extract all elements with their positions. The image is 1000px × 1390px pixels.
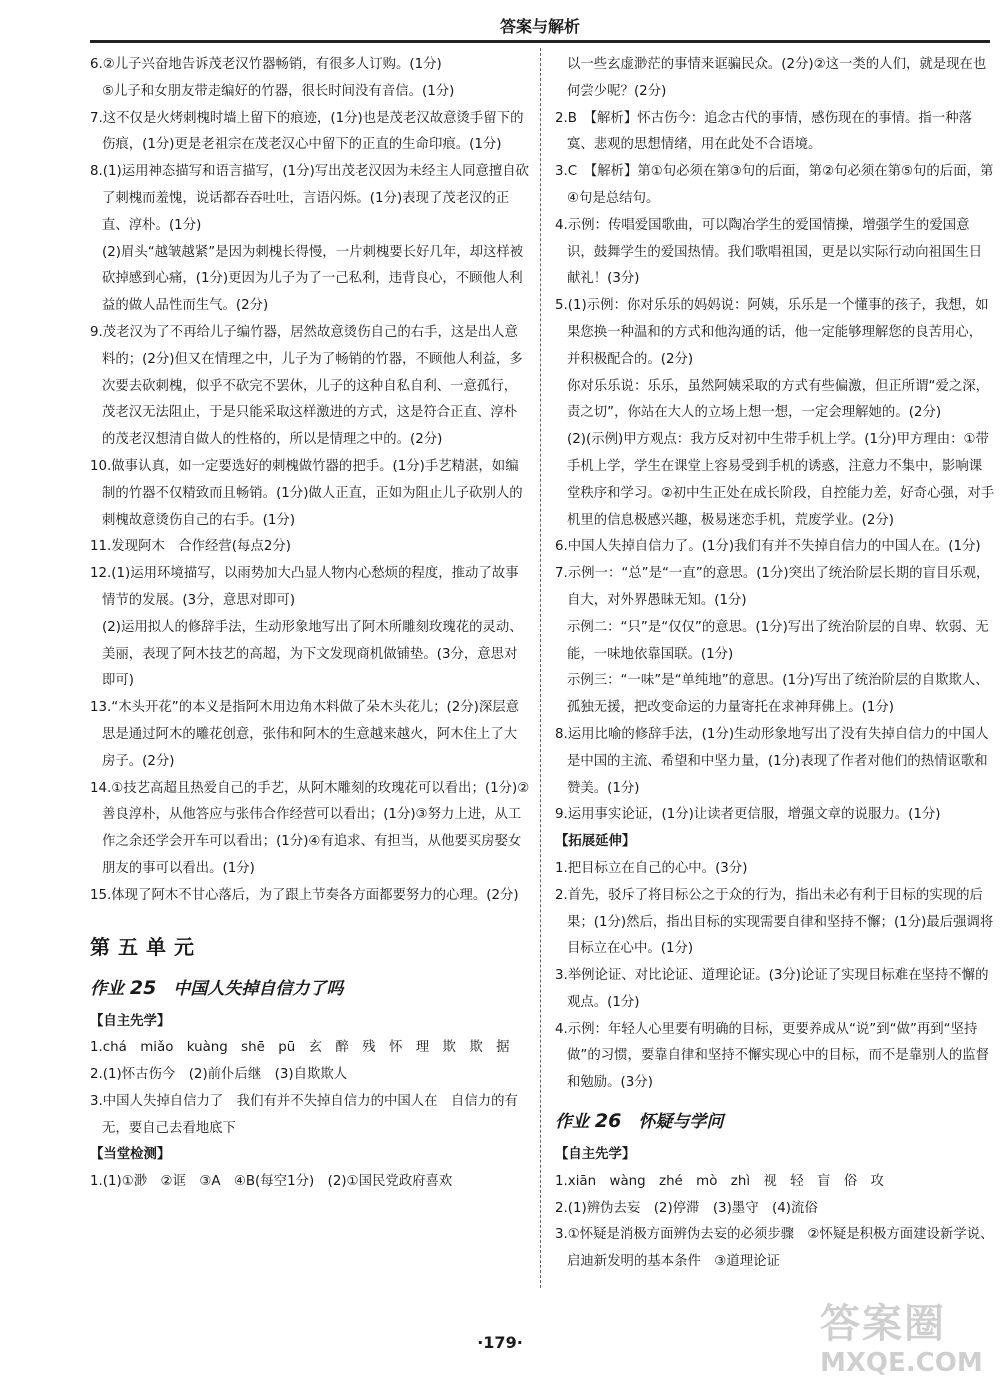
answer-item: 3.中国人失掉自信力了 我们有并不失掉自信力的中国人在 自信力的有无，要自己去看地底下 [90,1093,518,1136]
answer-item: 示例三：“一味”是“单纯地”的意思。(1分)写出了统治阶层的自欺欺人、孤独无援，把改变命运的力量寄托在求神拜佛上。(1分) [567,673,989,716]
answer-item: 8.运用比喻的修辞手法，(1分)生动形象地写出了没有失掉自信力的中国人是中国的主流、希望和中坚力量，(1分)表现了作者对他们的热情讴歌和赞美。(1分) [555,726,989,796]
answer-item: (2)眉头“越皱越紧”是因为刺槐长得慢，一片刺槐要长好几年，却这样被砍掉感到心痛，(1分)更因为儿子为了一己私利，违背良心，不顾他人利益的做人品性而生气。(2分) [102,244,524,314]
answer-item: 7.这不仅是火烤刺槐时墙上留下的痕迹，(1分)也是茂老汉故意烫手留下的伤痕，(1分)更是老祖宗在茂老汉心中留下的正直的生命印痕。(1分) [90,110,524,153]
answer-item: 14.①技艺高超且热爱自己的手艺，从阿木雕刻的玫瑰花可以看出；(1分)②善良淳朴，从他答应与张伟合作经营可以看出；(1分)③努力上进，从工作之余还学会开车可以看出；(1分)④有追求、有担当，从他要买房娶女朋友的事可以看出。(1分) [90,780,530,876]
answer-item: 1.chá miǎo kuàng shē pū 玄 醉 残 怀 理 欺 欺 据 [90,1040,510,1056]
section-tag: 【自主先学】 [555,1147,636,1163]
answer-item: 4.示例：传唱爱国歌曲，可以陶冶学生的爱国情操，增强学生的爱国意识，鼓舞学生的爱国热情。我们歌唱祖国，更是以实际行动向祖国生日献礼！(3分) [555,217,983,287]
answer-item: ⑤儿子和女朋友带走编好的竹器，很长时间没有音信。(1分) [102,83,455,99]
homework-25-answers-continued [555,52,995,1097]
section-tag: 【自主先学】 [90,1013,171,1029]
answer-item: (2)运用拟人的修辞手法，生动形象地写出了阿木所雕刻玫瑰花的灵动、美丽，表现了阿木技艺的高超，为下文发现商机做铺垫。(3分，意思对即可) [102,619,523,689]
homework-26-answers [555,1142,995,1276]
page-number: ·179· [477,1333,523,1352]
answer-item: 7.示例一：“总”是“一直”的意思。(1分)突出了统治阶层长期的盲目乐观，自大，对外界愚昧无知。(1分) [555,566,990,608]
answer-item: 2.首先，驳斥了将目标公之于众的行为，指出未必有利于目标的实现的后果；(1分)然后，指出目标的实现需要自律和坚持不懈；(1分)最后强调将目标立在心中。(1分) [555,887,994,957]
answer-item: 15.体现了阿木不甘心落后，为了跟上节奏各方面都要努力的心理。(2分) [90,887,519,903]
homework-number: 26 [594,1110,622,1133]
homework-25-title [90,972,530,1005]
answer-item: 3.举例论证、对比论证、道理论证。(3分)论证了实现目标难在坚持不懈的观点。(1分) [555,968,989,1010]
answer-item: 10.做事认真，如一定要选好的刺槐做竹器的把手。(1分)手艺精湛，如编制的竹器不仅精致而且畅销。(1分)做人正直，正如为阻止儿子砍别人的刺槐故意烫伤自己的右手。(1分) [90,458,523,528]
answer-item: 13.“木头开花”的本义是指阿木用边角木料做了朵木头花儿；(2分)深层意思是通过阿木的雕花创意，张伟和阿木的生意越来越火，阿木住上了大房子。(2分) [90,700,520,769]
section-tag: 【当堂检测】 [90,1147,171,1163]
homework-prefix: 作业 [90,978,124,999]
answer-item: 3.C 【解析】第①句必须在第③句的后面，第②句必须在第⑤句的后面，第④句是总结句。 [555,164,994,206]
homework-name: 怀疑与学问 [638,1112,724,1133]
answer-item: 1.(1)①渺 ②诓 ③A ④B(每空1分) (2)①国民党政府喜欢 [90,1174,453,1190]
answer-item: 8.(1)运用神态描写和语言描写，(1分)写出茂老汉因为未经主人同意擅自砍了刺槐而羞愧，说话都吞吞吐吐，言语闪烁。(1分)表现了茂老汉的正直、淳朴。(1分) [90,164,530,233]
answer-item: 4.示例：年轻人心里要有明确的目标，更要养成从“说”到“做”再到“坚持做”的习惯，要靠自律和坚持不懈实现心中的目标，而不是靠别人的监督和勉励。(3分) [555,1021,990,1091]
answer-item: 11.发现阿木 合作经营(每点2分) [90,539,291,555]
answer-item: 2.(1)辨伪去妄 (2)停滞 (3)墨守 (4)流俗 [555,1200,818,1216]
watermark-logo: 答案圈 MXQE.COM [820,1301,983,1378]
answer-item: 示例二：“只”是“仅仅”的意思。(1分)写出了统治阶层的自卑、软弱、无能，一味地依靠国联。(1分) [567,619,989,662]
homework-25-answers [90,1009,530,1197]
column-divider [540,48,541,1288]
answer-item: 5.(1)示例：你对乐乐的妈妈说：阿姨，乐乐是一个懂事的孩子，我想，如果您换一种温和的方式和他沟通的话，他一定能够理解您的良苦用心，并积极配合的。(2分) [555,298,989,367]
answer-item: 你对乐乐说：乐乐，虽然阿姨采取的方式有些偏激，但正所谓“爱之深，责之切”，你站在大人的立场上想一想，一定会理解她的。(2分) [567,378,990,421]
answer-item: 6.②儿子兴奋地告诉茂老汉竹器畅销，有很多人订购。(1分) [90,57,442,72]
answer-item: 以一些玄虚渺茫的事情来诓骗民众。(2分)②这一类的人们，就是现在也何尝少呢？(2分) [567,57,987,99]
answer-item: 2.B 【解析】怀古伤今：追念古代的事情，感伤现在的事情。指一种落寞、悲观的思想情绪，用在此处不合语境。 [555,110,972,153]
answer-item: 9.运用事实论证，(1分)让读者更信服，增强文章的说服力。(1分) [555,807,941,823]
section-tag: 【拓展延伸】 [555,834,636,850]
homework-name: 中国人失掉自信力了吗 [173,978,344,999]
answer-item: 3.①怀疑是消极方面辨伪去妄的必须步骤 ②怀疑是积极方面建设新学说、启迪新发明的基本条件 ③道理论证 [555,1227,994,1270]
page-header: 答案与解析 [499,17,580,36]
left-answers-continued [90,52,530,910]
answer-item: 1.把目标立在自己的心中。(3分) [555,860,748,876]
answer-item: 9.茂老汉为了不再给儿子编竹器，居然故意烫伤自己的右手，这是出人意料的；(2分)但又在情理之中，儿子为了畅销的竹器，不顾他人利益，多次要去砍刺槐，似乎不砍完不罢休，儿子的这种自私自利、一意孤行，茂老汉无法阻止，于是只能采取这样激进的方式，这是符合正直、淳朴的茂老汉想清自做人的性格的，所以是情理之中的。(2分) [90,324,523,448]
unit-title: 第五单元 [90,934,202,959]
header-rule [90,40,990,43]
answer-item: 12.(1)运用环境描写，以雨势加大凸显人物内心愁烦的程度，推动了故事情节的发展。(3分，意思对即可) [90,566,519,608]
homework-prefix: 作业 [555,1112,589,1133]
answer-item: (2)(示例)甲方观点：我方反对初中生带手机上学。(1分)甲方理由：①带手机上学，学生在课堂上容易受到手机的诱惑，注意力不集中，影响课堂秩序和学习。②初中生正处在成长阶段，自控能力差，好奇心强，对手机里的信息极感兴趣，极易迷恋手机，荒废学业。(2分) [567,432,995,528]
left-column [90,52,530,1196]
right-column [555,52,995,1276]
answer-item: 1.xiān wàng zhé mò zhì 视 轻 盲 俗 攻 [555,1173,884,1189]
homework-26-title [555,1105,995,1138]
answer-item: 2.(1)怀古伤今 (2)前仆后继 (3)自欺欺人 [90,1067,348,1083]
homework-number: 25 [129,976,157,999]
answer-item: 6.中国人失掉自信力了。(1分)我们有并不失掉自信力的中国人在。(1分) [555,539,981,555]
